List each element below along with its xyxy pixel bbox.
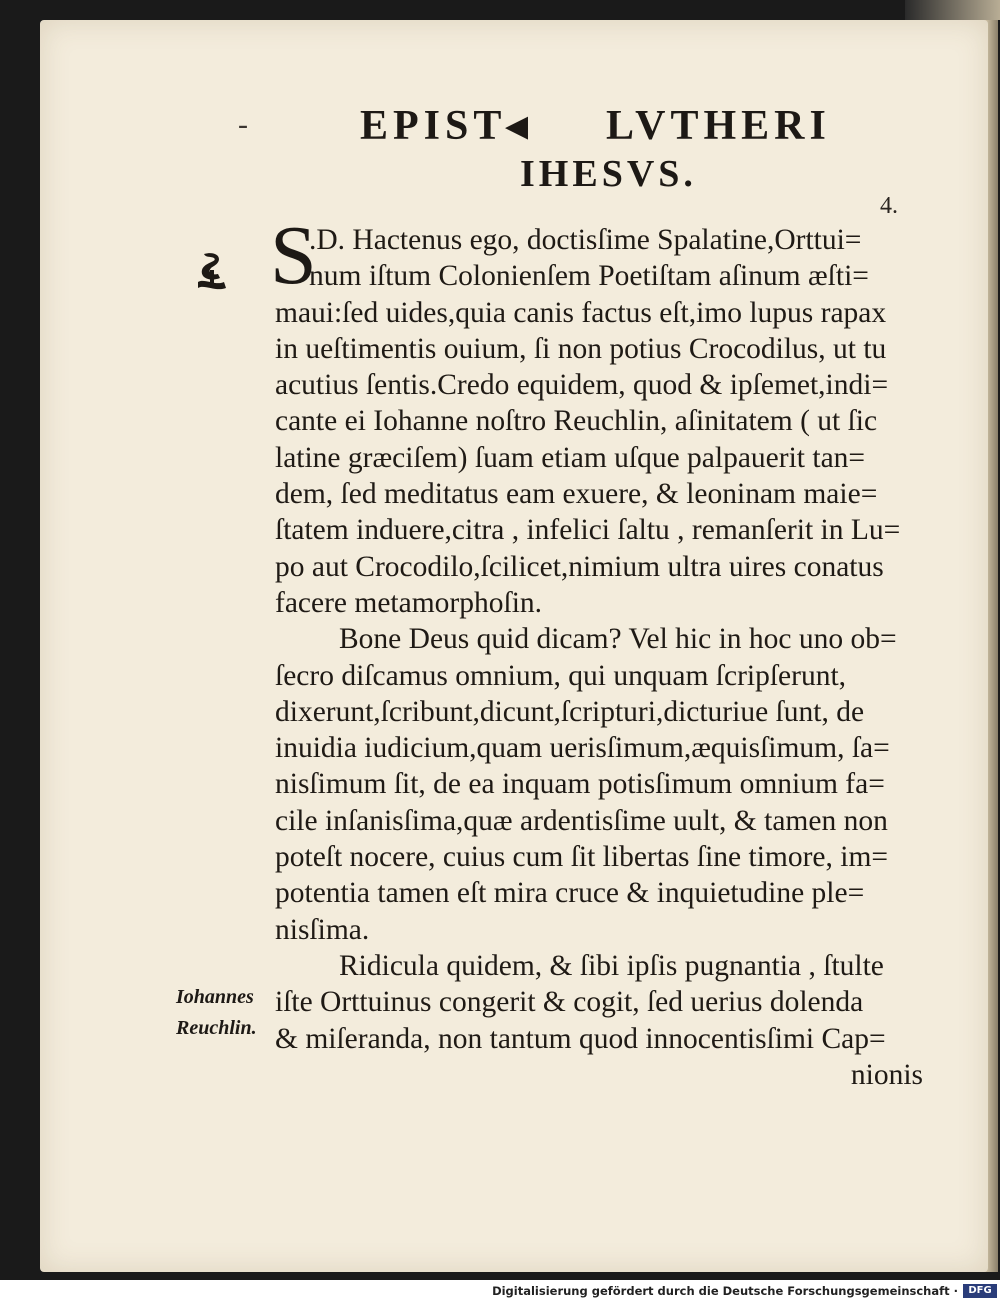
text-line: acutius ſentis.Credo equidem, quod & ipſemet,indi= [275,369,889,402]
pilcrow-ornament-icon [190,248,240,298]
margin-tick-mark: - [238,108,248,141]
running-head-right: LVTHERI [605,103,831,149]
footer-credit: Digitalisierung gefördert durch die Deutsche Forschungsgemeinschaft · [492,1284,958,1298]
margin-note-line: Reuchlin. [176,1017,257,1039]
text-line: num iſtum Colonienſem Poetiſtam aſinum æſti= [309,260,869,293]
scan-corner [905,0,1000,20]
text-line: dem, ſed meditatus eam exuere, & leoninam maie= [275,478,878,511]
page-title: IHESVS. [520,153,697,195]
margin-note-line: Iohannes [176,986,254,1008]
page-number: 4. [880,193,898,219]
body-text [275,222,923,1093]
catchword: nionis [850,1058,923,1091]
dfg-logo: DFG [963,1284,997,1298]
text-line: po aut Crocodilo,ſcilicet,nimium ultra uires conatus [275,550,884,583]
text-line: facere metamorphoſin. [275,586,543,619]
text-line: potentia tamen eſt mira cruce & inquietudine ple= [275,877,865,910]
text-line: in ueſtimentis ouium, ſi non potius Crocodilus, ut tu [275,332,887,365]
text-line: nisſimum ſit, de ea inquam potisſimum omnium fa= [275,768,885,801]
running-head-left: EPIST◂ [360,103,533,149]
text-line: nisſima. [275,913,370,946]
text-line: cile inſanisſima,quæ ardentisſime uult, & tamen non [275,804,888,837]
text-line: maui:ſed uides,quia canis factus eſt,imo lupus rapax [275,296,887,329]
text-line: poteſt nocere, cuius cum ſit libertas ſine timore, im= [275,841,889,874]
text-line: Bone Deus quid dicam? Vel hic in hoc uno ob= [339,623,897,656]
text-line: Ridicula quidem, & ſibi ipſis pugnantia , ſtulte [339,949,884,982]
text-line: .D. Hactenus ego, doctisſime Spalatine,Orttui= [309,224,862,256]
text-line: ſtatem induere,citra , infelici ſaltu , remanſerit in Lu= [275,514,901,547]
text-line: dixerunt,ſcribunt,dicunt,ſcripturi,dicturiue ſunt, de [275,695,865,728]
text-line: & miſeranda, non tantum quod innocentisſimi Cap= [275,1022,886,1055]
text-line: ſecro diſcamus omnium, qui unquam ſcripſerunt, [275,659,847,692]
text-line: inuidia iudicium,quam uerisſimum,æquisſimum, ſa= [275,732,890,765]
drop-cap: S [270,209,317,302]
text-line: iſte Orttuinus congerit & cogit, ſed uerius dolenda [275,986,864,1019]
margin-note [176,982,276,1044]
running-head [360,100,831,150]
digitization-footer [0,1283,1000,1301]
text-line: latine græciſem) ſuam etiam uſque palpauerit tan= [275,441,866,474]
text-line: cante ei Iohanne noſtro Reuchlin, aſinitatem ( ut ſic [275,405,878,438]
